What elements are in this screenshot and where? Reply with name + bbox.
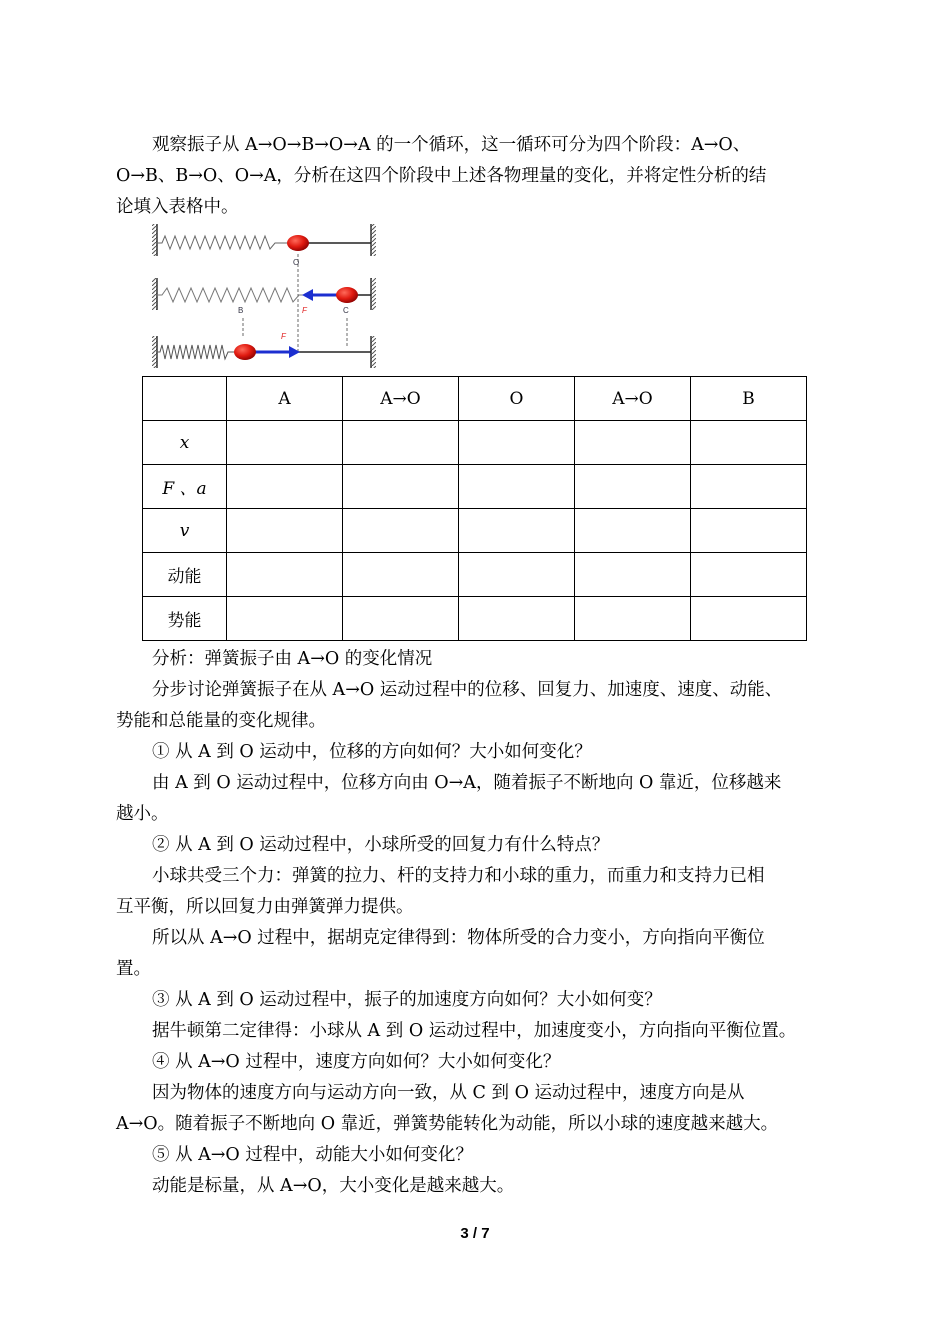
question-4: ④ 从 A→O 过程中，速度方向如何？大小如何变化？	[152, 1052, 561, 1072]
page-number: 3 / 7	[460, 1225, 490, 1242]
table-header-cell: O	[459, 377, 575, 421]
label-b: B	[238, 306, 244, 315]
answer-2-b: 互平衡，所以回复力由弹簧弹力提供。	[116, 897, 414, 917]
table-cell	[459, 597, 575, 641]
label-o: O	[293, 258, 300, 267]
table-cell	[691, 597, 807, 641]
table-header-cell: A	[227, 377, 343, 421]
spring-oscillator-figure	[148, 218, 388, 374]
answer-3: 据牛顿第二定律得：小球从 A 到 O 运动过程中，加速度变小，方向指向平衡位置。	[152, 1021, 797, 1041]
answer-2-a: 小球共受三个力：弹簧的拉力、杆的支持力和小球的重力，而重力和支持力已相	[152, 866, 765, 886]
table-cell	[227, 509, 343, 553]
answer-2c-a: 所以从 A→O 过程中，据胡克定律得到：物体所受的合力变小，方向指向平衡位	[152, 928, 765, 948]
label-c: C	[343, 306, 349, 315]
table-cell	[691, 421, 807, 465]
table-row	[143, 509, 807, 553]
table-row	[143, 465, 807, 509]
quantities-table	[142, 376, 807, 641]
table-cell	[691, 509, 807, 553]
label-force-2: F	[281, 332, 286, 341]
row-label: v	[143, 509, 227, 553]
table-cell	[343, 553, 459, 597]
table-cell	[575, 553, 691, 597]
analysis-title: 分析：弹簧振子由 A→O 的变化情况	[152, 649, 433, 669]
table-cell	[227, 553, 343, 597]
oscillator-row-stretched	[152, 278, 376, 315]
table-cell	[459, 509, 575, 553]
ball	[234, 344, 256, 360]
table-header-cell: A→O	[343, 377, 459, 421]
table-cell	[575, 465, 691, 509]
answer-5: 动能是标量，从 A→O，大小变化是越来越大。	[152, 1176, 515, 1196]
table-header-cell	[143, 377, 227, 421]
table-header-row	[143, 377, 807, 421]
table-cell	[459, 553, 575, 597]
table-cell	[691, 553, 807, 597]
force-arrow-right-icon	[289, 346, 300, 358]
table-cell	[343, 421, 459, 465]
question-2: ② 从 A 到 O 运动过程中，小球所受的回复力有什么特点？	[152, 835, 610, 855]
row-label: x	[143, 421, 227, 465]
table-cell	[227, 421, 343, 465]
answer-4-b: A→O。随着振子不断地向 O 靠近，弹簧势能转化为动能，所以小球的速度越来越大。	[116, 1114, 779, 1134]
row-label: 动能	[143, 553, 227, 597]
ball	[287, 235, 309, 251]
force-arrow-left-icon	[302, 289, 313, 301]
analysis-p1-b: 势能和总能量的变化规律。	[116, 711, 326, 731]
table-header-cell: A→O	[575, 377, 691, 421]
intro-line-2: O→B、B→O、O→A，分析在这四个阶段中上述各物理量的变化，并将定性分析的结	[116, 166, 767, 186]
spring	[157, 345, 244, 359]
table-row	[143, 553, 807, 597]
oscillator-row-equilibrium	[152, 224, 376, 267]
analysis-p1-a: 分步讨论弹簧振子在从 A→O 运动过程中的位移、回复力、加速度、速度、动能、	[152, 680, 783, 700]
table-cell	[575, 597, 691, 641]
spring	[157, 236, 288, 249]
intro-line-1: 观察振子从 A→O→B→O→A 的一个循环，这一循环可分为四个阶段：A→O、	[152, 135, 751, 155]
answer-1-b: 越小。	[116, 804, 169, 824]
question-1: ① 从 A 到 O 运动中，位移的方向如何？大小如何变化？	[152, 742, 592, 762]
row-label: F 、a	[143, 465, 227, 509]
table-cell	[227, 465, 343, 509]
intro-line-3: 论填入表格中。	[116, 197, 239, 217]
table-cell	[227, 597, 343, 641]
table-cell	[343, 465, 459, 509]
table-header-cell: B	[691, 377, 807, 421]
table-cell	[691, 465, 807, 509]
question-5: ⑤ 从 A→O 过程中，动能大小如何变化？	[152, 1145, 473, 1165]
table-cell	[575, 509, 691, 553]
table-row	[143, 421, 807, 465]
table-cell	[343, 597, 459, 641]
label-force-1: F	[302, 306, 307, 315]
table-row	[143, 597, 807, 641]
row-label: 势能	[143, 597, 227, 641]
question-3: ③ 从 A 到 O 运动过程中，振子的加速度方向如何？大小如何变？	[152, 990, 662, 1010]
oscillator-row-compressed	[152, 332, 376, 368]
table-cell	[343, 509, 459, 553]
table-cell	[575, 421, 691, 465]
answer-2c-b: 置。	[116, 959, 151, 979]
answer-4-a: 因为物体的速度方向与运动方向一致，从 C 到 O 运动过程中，速度方向是从	[152, 1083, 745, 1103]
table-cell	[459, 465, 575, 509]
ball	[336, 287, 358, 303]
answer-1-a: 由 A 到 O 运动过程中，位移方向由 O→A，随着振子不断地向 O 靠近，位移越来	[152, 773, 782, 793]
table-cell	[459, 421, 575, 465]
